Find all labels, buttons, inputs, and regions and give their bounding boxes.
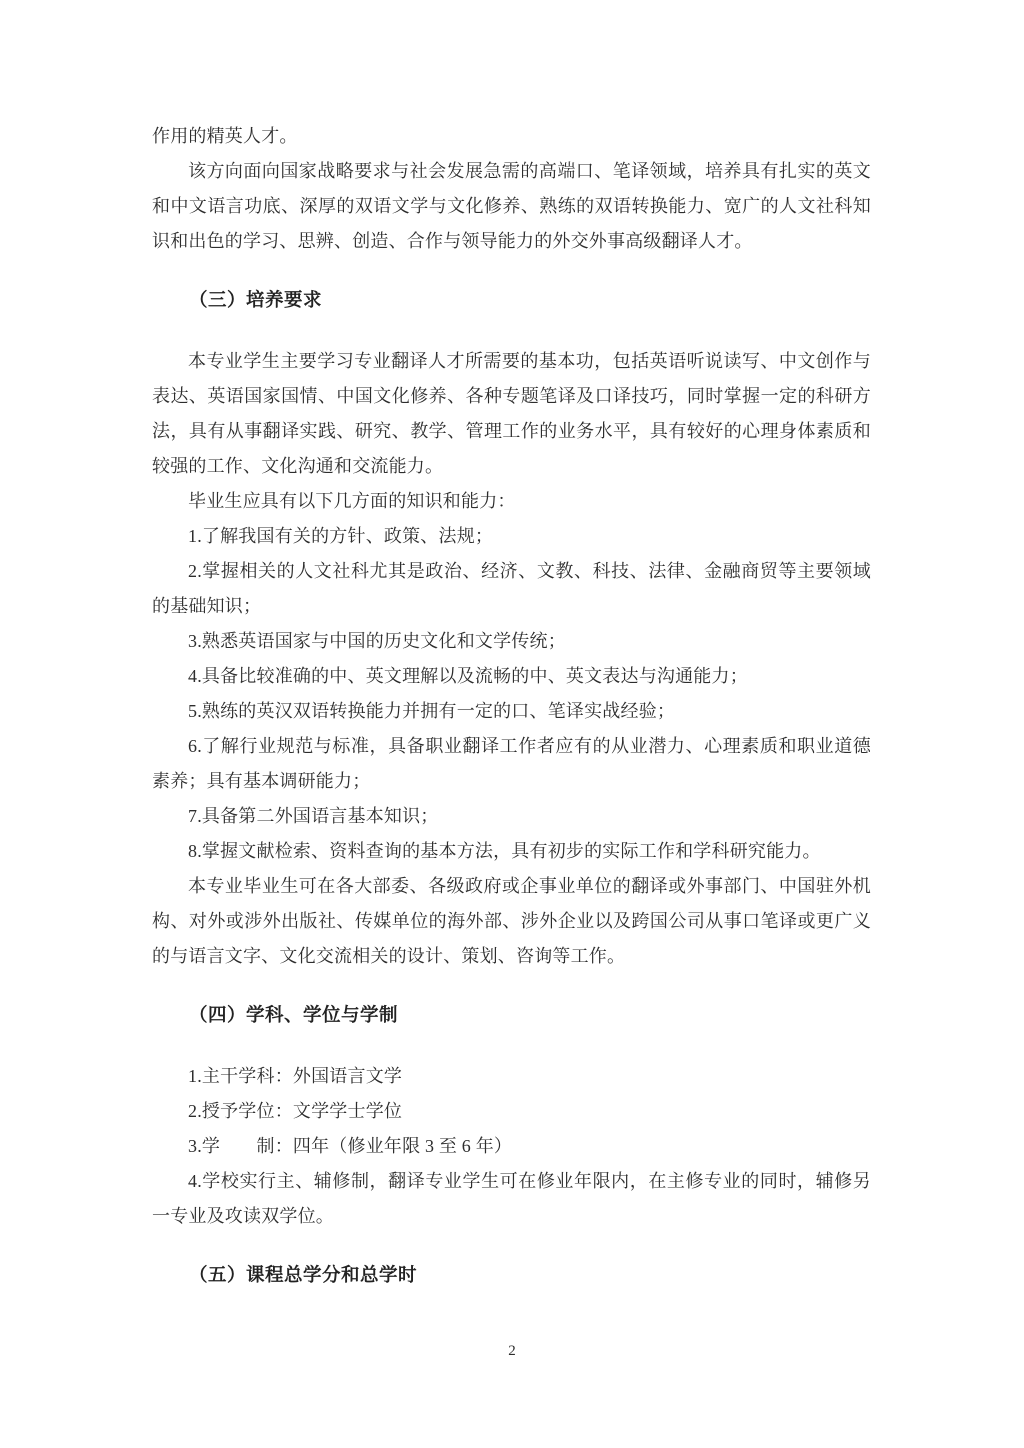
list-item: 2.授予学位：文学学士学位: [188, 1101, 403, 1121]
list-item: 4.学校实行主、辅修制，翻译专业学生可在修业年限内，在主修专业的同时，辅修另一专业及攻读双学位。: [152, 1171, 871, 1226]
list-item: 2.掌握相关的人文社科尤其是政治、经济、文教、科技、法律、金融商贸等主要领域的基础知识；: [152, 561, 871, 616]
list-item: 3.熟悉英语国家与中国的历史文化和文学传统；: [188, 631, 566, 651]
paragraph: 本专业学生主要学习专业翻译人才所需要的基本功，包括英语听说读写、中文创作与表达、英语国家国情、中国文化修养、各种专题笔译及口译技巧，同时掌握一定的科研方法，具有从事翻译实践、研究、教学、管理工作的业务水平，具有较好的心理身体素质和较强的工作、文化沟通和交流能力。: [152, 351, 871, 476]
paragraph-continuation: 作用的精英人才。: [152, 126, 298, 146]
section-heading-3: （三）培养要求: [189, 291, 323, 311]
list-item: 8.掌握文献检索、资料查询的基本方法，具有初步的实际工作和学科研究能力。: [188, 841, 821, 861]
list-item: 5.熟练的英汉双语转换能力并拥有一定的口、笔译实战经验；: [188, 701, 676, 721]
page-number: 2: [508, 1343, 516, 1359]
list-item: 1.了解我国有关的方针、政策、法规；: [188, 526, 494, 546]
list-item: 6.了解行业规范与标准，具备职业翻译工作者应有的从业潜力、心理素质和职业道德素养；具有基本调研能力；: [152, 736, 871, 791]
list-item: 7.具备第二外国语言基本知识；: [188, 806, 439, 826]
section-heading-5: （五）课程总学分和总学时: [189, 1266, 418, 1286]
section-heading-4: （四）学科、学位与学制: [189, 1006, 399, 1026]
list-item: 4.具备比较准确的中、英文理解以及流畅的中、英文表达与沟通能力；: [188, 666, 748, 686]
list-item: 1.主干学科：外国语言文学: [188, 1066, 403, 1086]
paragraph: 本专业毕业生可在各大部委、各级政府或企事业单位的翻译或外事部门、中国驻外机构、对外或涉外出版社、传媒单位的海外部、涉外企业以及跨国公司从事口笔译或更广义的与语言文字、文化交流相关的设计、策划、咨询等工作。: [152, 876, 871, 966]
paragraph: 毕业生应具有以下几方面的知识和能力：: [188, 491, 516, 511]
list-item: 3.学 制：四年（修业年限 3 至 6 年）: [188, 1136, 513, 1156]
paragraph: 该方向面向国家战略要求与社会发展急需的高端口、笔译领域，培养具有扎实的英文和中文语言功底、深厚的双语文学与文化修养、熟练的双语转换能力、宽广的人文社科知识和出色的学习、思辨、创造、合作与领导能力的外交外事高级翻译人才。: [152, 161, 871, 251]
